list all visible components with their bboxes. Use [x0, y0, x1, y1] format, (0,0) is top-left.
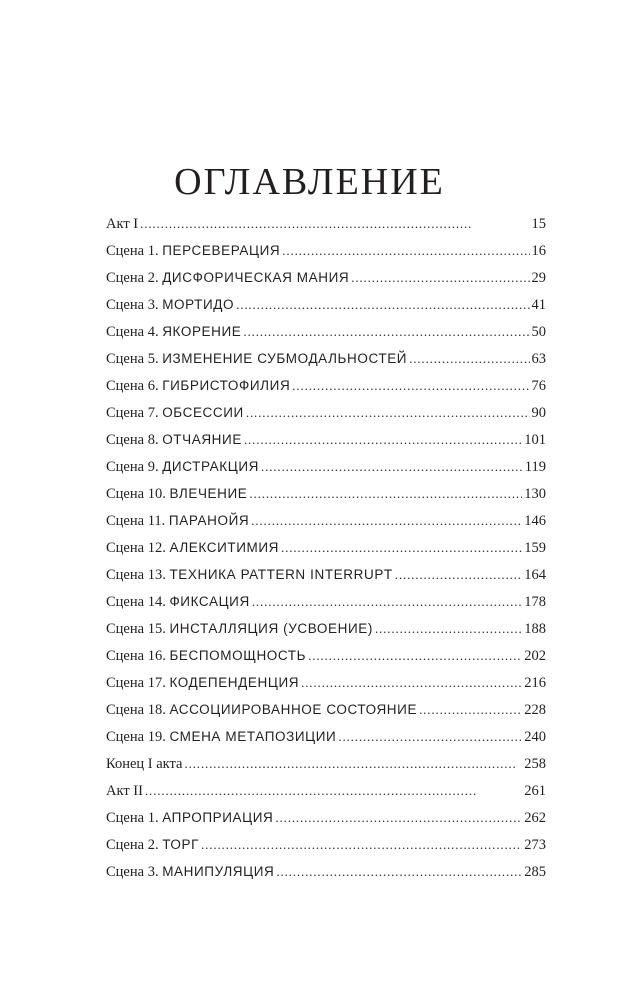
toc-entry-name: МОРТИДО — [162, 297, 235, 312]
toc-entry-label — [106, 297, 234, 314]
dot-leader — [292, 378, 529, 394]
dot-leader — [236, 297, 529, 313]
dot-leader — [244, 432, 522, 448]
toc-entry — [106, 378, 546, 405]
dot-leader — [276, 864, 522, 880]
dot-leader — [375, 621, 522, 637]
toc-entry — [106, 270, 546, 297]
toc-entry-page-number: 202 — [524, 648, 546, 664]
toc-entry-prefix: Акт I — [106, 216, 139, 232]
toc-entry-name: БЕСПОМОЩНОСТЬ — [169, 648, 307, 663]
dot-leader — [308, 648, 522, 664]
toc-entry-label — [106, 648, 306, 665]
toc-entry-label — [106, 567, 393, 584]
toc-entry-prefix: Сцена 6. — [106, 378, 159, 394]
toc-entry — [106, 729, 546, 756]
dot-leader — [243, 324, 529, 340]
toc-entry-page-number: 262 — [524, 810, 546, 826]
toc-entry-page-number: 29 — [531, 270, 546, 286]
dot-leader — [145, 783, 522, 799]
toc-entry-label — [106, 702, 417, 719]
toc-entry-page-number: 216 — [524, 675, 546, 691]
toc-entry — [106, 756, 546, 783]
toc-entry-prefix: Сцена 13. — [106, 567, 166, 583]
page-title: ОГЛАВЛЕНИЕ — [174, 161, 445, 203]
toc-entry — [106, 513, 546, 540]
toc-entry — [106, 216, 546, 243]
toc-entry-label — [106, 378, 290, 395]
toc-entry-name: КОДЕПЕНДЕНЦИЯ — [169, 675, 300, 690]
dot-leader — [301, 675, 522, 691]
toc-entry-prefix: Сцена 5. — [106, 351, 159, 367]
toc-entry — [106, 486, 546, 513]
dot-leader — [281, 540, 522, 556]
toc-entry-name: ТОРГ — [162, 837, 200, 852]
toc-entry-label — [106, 243, 280, 260]
dot-leader — [282, 243, 529, 259]
toc-entry — [106, 864, 546, 891]
toc-entry-page-number: 50 — [531, 324, 546, 340]
toc-entry-label — [106, 756, 182, 773]
toc-entry-label — [106, 324, 241, 341]
toc-entry-label — [106, 459, 259, 476]
toc-entry-name: АССОЦИИРОВАННОЕ СОСТОЯНИЕ — [169, 702, 418, 717]
toc-entry-name: ИНСТАЛЛЯЦИЯ (УСВОЕНИЕ) — [169, 621, 373, 636]
toc-entry-label — [106, 540, 279, 557]
dot-leader — [419, 702, 522, 718]
dot-leader — [261, 459, 523, 475]
toc-entry-page-number: 16 — [531, 243, 546, 259]
dot-leader — [338, 729, 522, 745]
toc-entry-name: ГИБРИСТОФИЛИЯ — [162, 378, 291, 393]
dot-leader — [140, 216, 529, 232]
toc-entry-page-number: 15 — [531, 216, 546, 232]
toc-entry-page-number: 273 — [524, 837, 546, 853]
toc-entry-label — [106, 783, 143, 800]
toc-entry-page-number: 188 — [524, 621, 546, 637]
toc-entry-page-number: 258 — [524, 756, 546, 772]
toc-entry — [106, 405, 546, 432]
toc-entry — [106, 837, 546, 864]
toc-entry-label — [106, 432, 242, 449]
toc-entry-name: ПЕРСЕВЕРАЦИЯ — [162, 243, 281, 258]
toc-entry-page-number: 130 — [524, 486, 546, 502]
toc-entry-prefix: Сцена 1. — [106, 243, 159, 259]
toc-entry — [106, 702, 546, 729]
toc-entry-page-number: 63 — [531, 351, 546, 367]
toc-entry-name: ТЕХНИКА PATTERN INTERRUPT — [169, 567, 393, 582]
toc-entry-name: АЛЕКСИТИМИЯ — [169, 540, 280, 555]
dot-leader — [246, 405, 530, 421]
toc-entry-prefix: Сцена 4. — [106, 324, 159, 340]
toc-entry-prefix: Сцена 7. — [106, 405, 159, 421]
toc-entry-page-number: 240 — [524, 729, 546, 745]
toc-entry — [106, 540, 546, 567]
toc-entry-label — [106, 621, 373, 638]
toc-entry-prefix: Сцена 11. — [106, 513, 166, 529]
dot-leader — [252, 594, 522, 610]
toc-entry-prefix: Сцена 3. — [106, 297, 159, 313]
toc-entry-name: ВЛЕЧЕНИЕ — [169, 486, 248, 501]
toc-entry-prefix: Сцена 2. — [106, 837, 159, 853]
toc-entry-page-number: 164 — [524, 567, 546, 583]
toc-entry — [106, 432, 546, 459]
toc-entry-label — [106, 270, 349, 287]
toc-entry-label — [106, 675, 299, 692]
toc-entry-name: ДИСФОРИЧЕСКАЯ МАНИЯ — [162, 270, 350, 285]
toc-entry-prefix: Сцена 3. — [106, 864, 159, 880]
toc-entry-name: ФИКСАЦИЯ — [169, 594, 250, 609]
toc-entry-name: ОТЧАЯНИЕ — [162, 432, 242, 447]
toc-entry-name: СМЕНА МЕТАПОЗИЦИИ — [169, 729, 337, 744]
dot-leader — [275, 810, 522, 826]
dot-leader — [249, 486, 522, 502]
toc-entry-page-number: 101 — [524, 432, 546, 448]
toc-entry-label — [106, 216, 138, 233]
toc-entry-page-number: 159 — [524, 540, 546, 556]
toc-entry-label — [106, 837, 199, 854]
toc-entry-prefix: Сцена 19. — [106, 729, 166, 745]
toc-entry-label — [106, 351, 407, 368]
dot-leader — [251, 513, 522, 529]
toc-entry — [106, 351, 546, 378]
toc-entry-label — [106, 864, 274, 881]
toc-entry — [106, 675, 546, 702]
toc-entry-prefix: Сцена 8. — [106, 432, 159, 448]
toc-entry-page-number: 285 — [524, 864, 546, 880]
dot-leader — [184, 756, 522, 772]
toc-entry-prefix: Сцена 1. — [106, 810, 159, 826]
toc-entry-page-number: 228 — [524, 702, 546, 718]
toc-entry-prefix: Сцена 16. — [106, 648, 166, 664]
dot-leader — [351, 270, 529, 286]
toc-entry-page-number: 90 — [531, 405, 546, 421]
toc-entry-page-number: 119 — [524, 459, 546, 475]
toc-entry-prefix: Сцена 2. — [106, 270, 159, 286]
toc-entry — [106, 783, 546, 810]
toc-entry-label — [106, 810, 273, 827]
toc-entry-prefix: Сцена 17. — [106, 675, 166, 691]
toc-entry-page-number: 178 — [524, 594, 546, 610]
toc-entry-label — [106, 486, 247, 503]
toc-entry — [106, 648, 546, 675]
toc-entry-prefix: Сцена 12. — [106, 540, 166, 556]
toc-entry — [106, 810, 546, 837]
toc-entry-page-number: 146 — [524, 513, 546, 529]
toc-entry-name: АПРОПРИАЦИЯ — [162, 810, 274, 825]
toc-entry — [106, 243, 546, 270]
toc-entry-label — [106, 405, 244, 422]
toc-entry — [106, 567, 546, 594]
toc-entry-name: МАНИПУЛЯЦИЯ — [162, 864, 275, 879]
toc-entry-name: ЯКОРЕНИЕ — [162, 324, 242, 339]
toc-entry — [106, 324, 546, 351]
toc-entry-name: ОБСЕССИИ — [162, 405, 244, 420]
toc-entry-prefix: Сцена 14. — [106, 594, 166, 610]
toc-entry — [106, 594, 546, 621]
toc-entry-prefix: Сцена 18. — [106, 702, 166, 718]
toc-entry-label — [106, 729, 336, 746]
toc-entry-name: ДИСТРАКЦИЯ — [162, 459, 259, 474]
toc-entry — [106, 621, 546, 648]
toc-entry-page-number: 261 — [524, 783, 546, 799]
dot-leader — [201, 837, 522, 853]
toc-entry-page-number: 76 — [531, 378, 546, 394]
toc-entry-name: ПАРАНОЙЯ — [168, 513, 250, 528]
toc-entry-name: ИЗМЕНЕНИЕ СУБМОДАЛЬНОСТЕЙ — [162, 351, 408, 366]
toc-entry-label — [106, 513, 249, 530]
table-of-contents — [106, 216, 546, 891]
dot-leader — [409, 351, 529, 367]
toc-entry-page-number: 41 — [531, 297, 546, 313]
toc-entry-prefix: Сцена 15. — [106, 621, 166, 637]
toc-entry-prefix: Конец I акта — [106, 756, 183, 772]
toc-entry-prefix: Сцена 10. — [106, 486, 166, 502]
toc-entry-prefix: Акт II — [106, 783, 143, 799]
toc-entry — [106, 459, 546, 486]
dot-leader — [395, 567, 522, 583]
toc-entry — [106, 297, 546, 324]
toc-entry-prefix: Сцена 9. — [106, 459, 159, 475]
toc-entry-label — [106, 594, 250, 611]
